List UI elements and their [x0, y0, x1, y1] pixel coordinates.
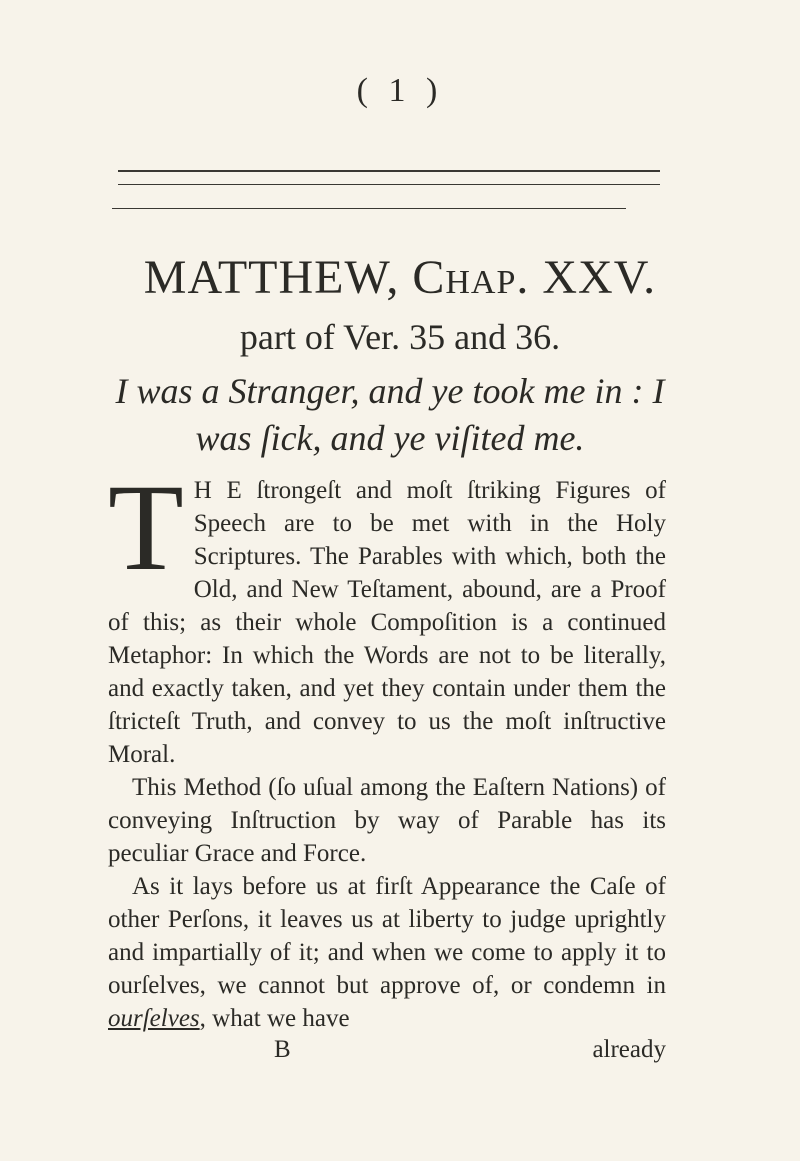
body-text [108, 459, 666, 1035]
paragraph-1 [108, 459, 666, 771]
page-number: ( 1 ) [356, 72, 444, 109]
chapter-label: Chap. XXV. [412, 251, 657, 304]
paragraph-1-text: H E ſtrongeſt and moſt ſtriking Figures of Speech are to be met with in the Holy Scriptures. The Parables with which, both the Old, and New Teſtament, abound, are a Proof of this; as their whole Compoſition is a continued Metaphor: In which the Words are not to be literally, and exactly taken, and yet they contain under them the ſtricteſt Truth, and convey to us the moſt inſtructive Moral. [108, 477, 666, 768]
header-rule-thin [118, 184, 660, 185]
paragraph-3-end: , what we have [199, 1005, 350, 1032]
header-rule-thick [118, 170, 660, 172]
header-rule-lower [112, 208, 626, 209]
catchword: already [592, 1036, 666, 1063]
scripture-quote: I was a Stranger, and ye took me in : I was ſick, and ye viſited me. [115, 371, 665, 458]
verse-reference: part of Ver. 35 and 36. [239, 317, 561, 357]
chapter-heading [0, 250, 800, 305]
book-name: MATTHEW, [143, 251, 400, 304]
paragraph-2: This Method (ſo uſual among the Eaſtern Nations) of conveying Inſtruction by way of Parable has its peculiar Grace and Force. [108, 774, 666, 867]
signature-mark: B [274, 1036, 291, 1063]
drop-cap: T [108, 459, 184, 596]
page-footer [108, 1036, 666, 1068]
paragraph-3-text: As it lays before us at firſt Appearance the Caſe of other Perſons, it leaves us at liberty to judge uprightly and impartially of it; and when we come to apply it to ourſelves, we cannot but approve of, or condemn in [108, 873, 666, 999]
italic-ourselves: ourſelves [108, 1005, 200, 1032]
paragraph-3 [108, 870, 666, 1035]
